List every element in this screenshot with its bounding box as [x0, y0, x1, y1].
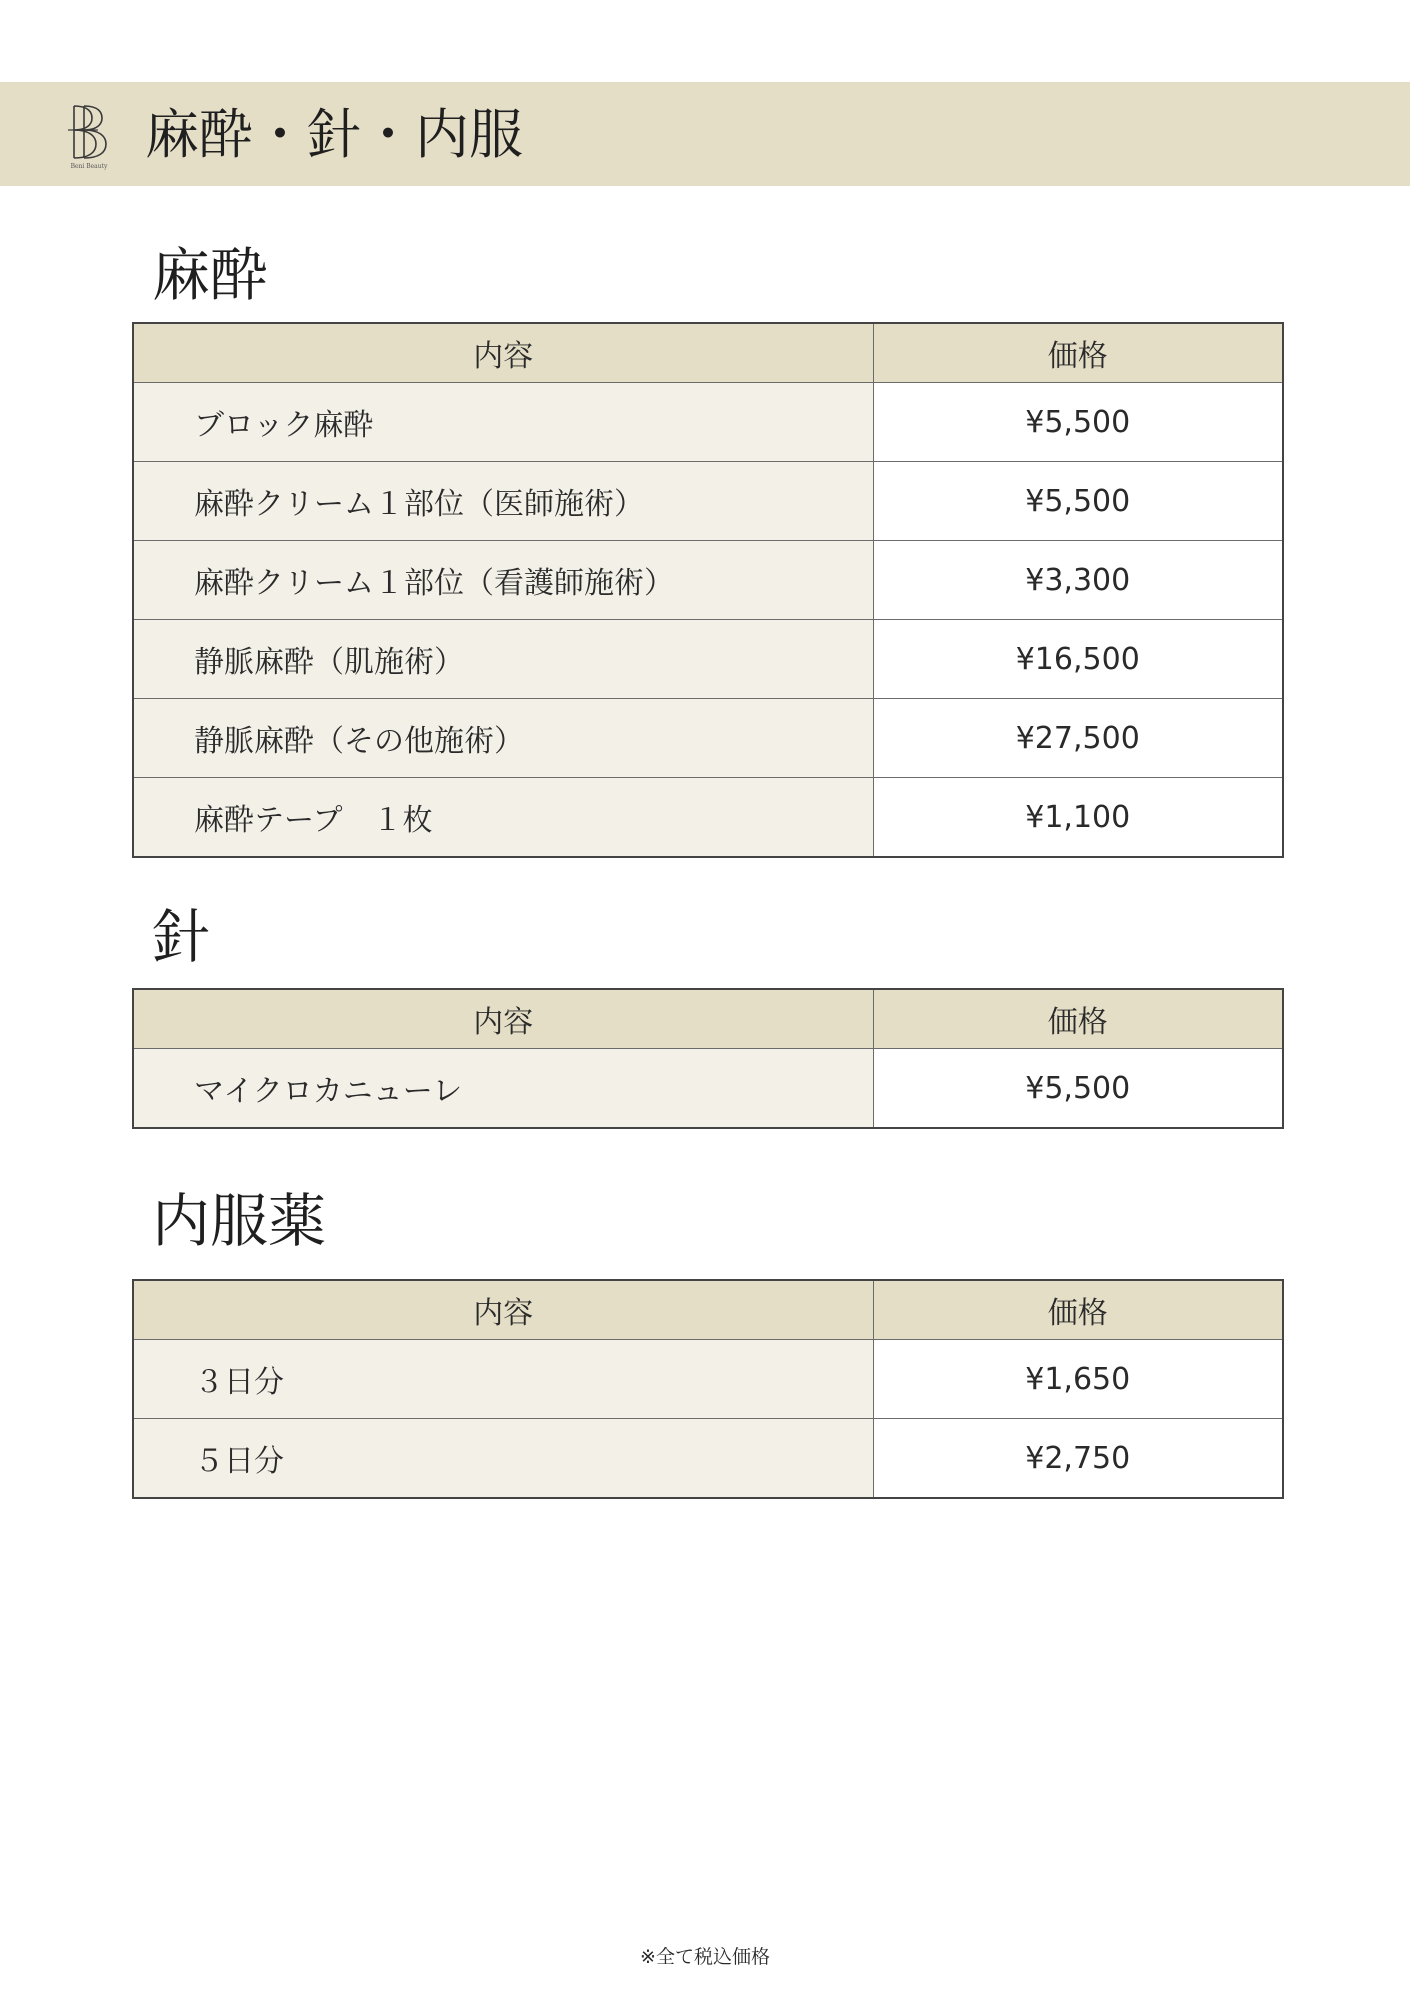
table-header-row	[133, 1280, 1283, 1340]
item-name: ブロック麻酔	[133, 383, 873, 462]
item-price: ¥5,500	[873, 462, 1283, 541]
item-name: 麻酔クリーム１部位（看護師施術）	[133, 541, 873, 620]
item-price: ¥1,100	[873, 778, 1283, 858]
item-name: 静脈麻酔（肌施術）	[133, 620, 873, 699]
table-row	[133, 462, 1283, 541]
item-price: ¥27,500	[873, 699, 1283, 778]
needle-price-table	[132, 988, 1284, 1129]
anesthesia-price-table	[132, 322, 1284, 858]
item-name: マイクロカニューレ	[133, 1049, 873, 1129]
table-row	[133, 1340, 1283, 1419]
svg-text:Beni Beauty: Beni Beauty	[70, 163, 108, 170]
table-row	[133, 383, 1283, 462]
table-row	[133, 620, 1283, 699]
table-header-row	[133, 989, 1283, 1049]
item-name: ５日分	[133, 1419, 873, 1499]
column-header-price: 価格	[873, 323, 1283, 383]
tax-footnote: ※全て税込価格	[640, 1946, 770, 1968]
column-header-content: 内容	[133, 323, 873, 383]
section-title-oral-medicine: 内服薬	[152, 1187, 327, 1255]
item-name: ３日分	[133, 1340, 873, 1419]
item-price: ¥16,500	[873, 620, 1283, 699]
table-header-row	[133, 323, 1283, 383]
oral-medicine-price-table	[132, 1279, 1284, 1499]
column-header-price: 価格	[873, 989, 1283, 1049]
item-price: ¥3,300	[873, 541, 1283, 620]
column-header-content: 内容	[133, 1280, 873, 1340]
table-row	[133, 1419, 1283, 1499]
column-header-content: 内容	[133, 989, 873, 1049]
table-row	[133, 1049, 1283, 1129]
table-row	[133, 541, 1283, 620]
brand-logo-icon	[58, 100, 120, 170]
item-price: ¥5,500	[873, 383, 1283, 462]
item-price: ¥5,500	[873, 1049, 1283, 1129]
item-name: 麻酔テープ １枚	[133, 778, 873, 858]
column-header-price: 価格	[873, 1280, 1283, 1340]
table-row	[133, 778, 1283, 858]
item-name: 麻酔クリーム１部位（医師施術）	[133, 462, 873, 541]
section-title-anesthesia: 麻酔	[152, 241, 269, 309]
item-price: ¥2,750	[873, 1419, 1283, 1499]
item-name: 静脈麻酔（その他施術）	[133, 699, 873, 778]
section-title-needle: 針	[152, 903, 211, 971]
page-title: 麻酔・針・内服	[145, 103, 523, 166]
item-price: ¥1,650	[873, 1340, 1283, 1419]
table-row	[133, 699, 1283, 778]
